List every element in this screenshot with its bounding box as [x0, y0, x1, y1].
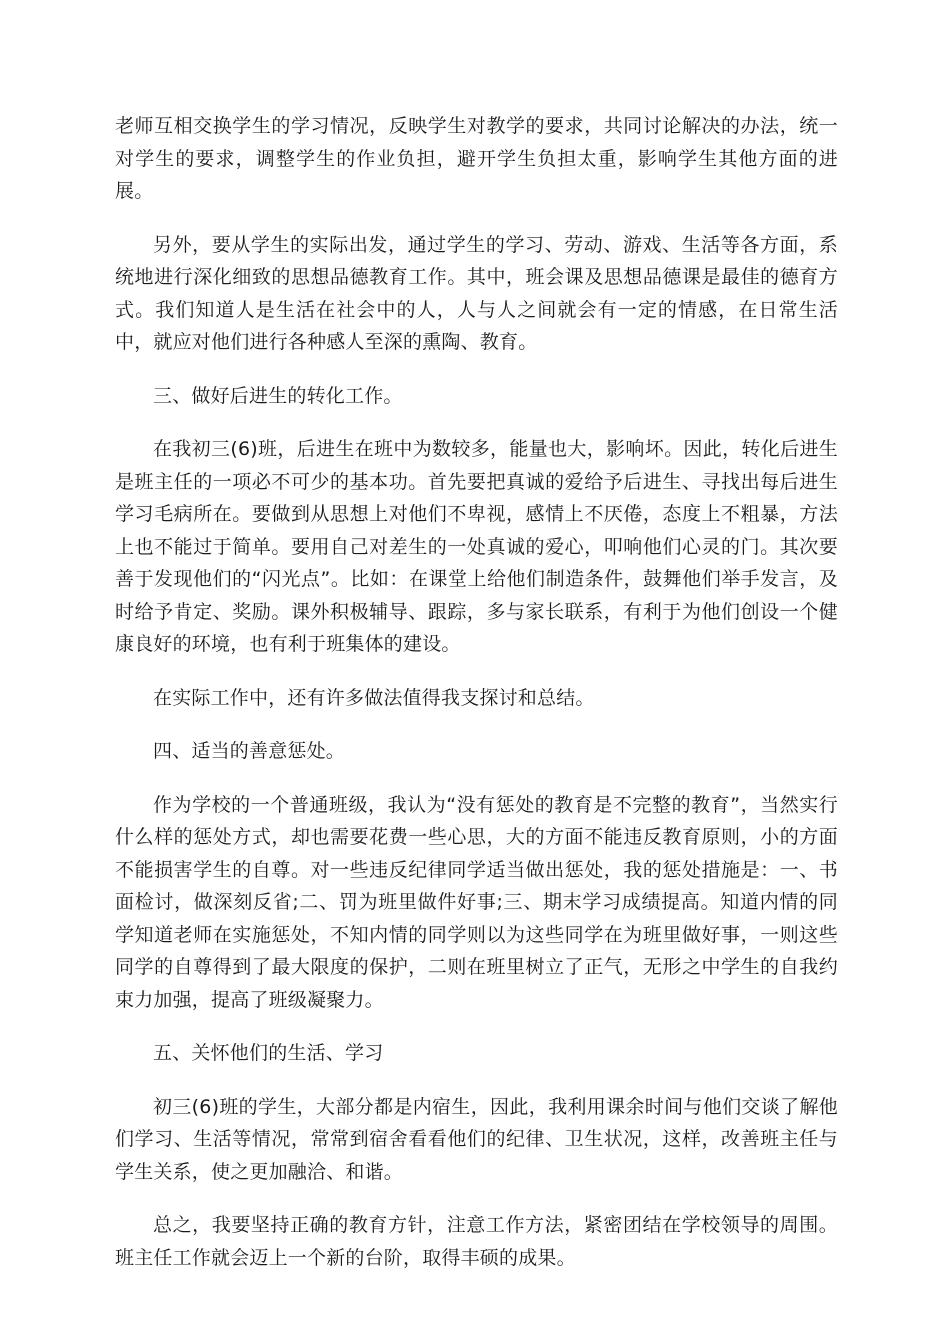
section-heading-5: 五、关怀他们的生活、学习 — [153, 1042, 384, 1064]
paragraph-practice: 在实际工作中，还有许多做法值得我支探讨和总结。 — [153, 686, 595, 709]
section-heading-3: 三、做好后进生的转化工作。 — [153, 384, 403, 407]
paragraph-underachievers: 在我初三(6)班，后进生在班中为数较多，能量也大，影响坏。因此，转化后进生是班主任的一项必不可少的基本功。首先要把真诚的爱给予后进生、寻找出每后进生学习毛病所在。要做到从思想上对他们不卑视，感情上不厌倦，态度上不粗暴，方法上也不能过于简单。要用自己对差生的一处真诚的爱心，叩响他们心灵的门。其次要善于发现他们的“闪光点”。比如：在课堂上给他们制造条件，鼓舞他们举手发言，及时给予肯定、奖励。课外积极辅导、跟踪，多与家长联系，有利于为他们创设一个健康良好的环境，也有利于班集体的建设。 — [115, 438, 838, 655]
paragraph-moral-education: 另外，要从学生的实际出发，通过学生的学习、劳动、游戏、生活等各方面，系统地进行深化细致的思想品德教育工作。其中，班会课及思想品德课是最佳的德育方式。我们知道人是生活在社会中的人，人与人之间就会有一定的情感，在日常生活中，就应对他们进行各种感人至深的熏陶、教育。 — [115, 233, 838, 353]
section-heading-4: 四、适当的善意惩处。 — [153, 740, 346, 762]
paragraph-conclusion: 总之，我要坚持正确的教育方针，注意工作方法，紧密团结在学校领导的周围。班主任工作就会迈上一个新的台阶，取得丰硕的成果。 — [115, 1214, 838, 1269]
document-body — [115, 110, 838, 1295]
paragraph-continuation: 老师互相交换学生的学习情况，反映学生对教学的要求，共同讨论解决的办法，统一对学生的要求，调整学生的作业负担，避开学生负担太重，影响学生其他方面的进展。 — [115, 115, 838, 202]
paragraph-discipline: 作为学校的一个普通班级，我认为“没有惩处的教育是不完整的教育”，当然实行什么样的惩处方式，却也需要花费一些心思，大的方面不能违反教育原则，小的方面不能损害学生的自尊。对一些违反纪律同学适当做出惩处，我的惩处措施是：一、书面检讨，做深刻反省;二、罚为班里做件好事;三、期末学习成绩提高。知道内情的同学知道老师在实施惩处，不知内情的同学则以为这些同学在为班里做好事，一则这些同学的自尊得到了最大限度的保护，二则在班里树立了正气，无形之中学生的自我约束力加强，提高了班级凝聚力。 — [115, 793, 838, 1011]
paragraph-care: 初三(6)班的学生，大部分都是内宿生，因此，我利用课余时间与他们交谈了解他们学习、生活等情况，常常到宿舍看看他们的纪律、卫生状况，这样，改善班主任与学生关系，使之更加融洽、和谐。 — [115, 1095, 838, 1183]
